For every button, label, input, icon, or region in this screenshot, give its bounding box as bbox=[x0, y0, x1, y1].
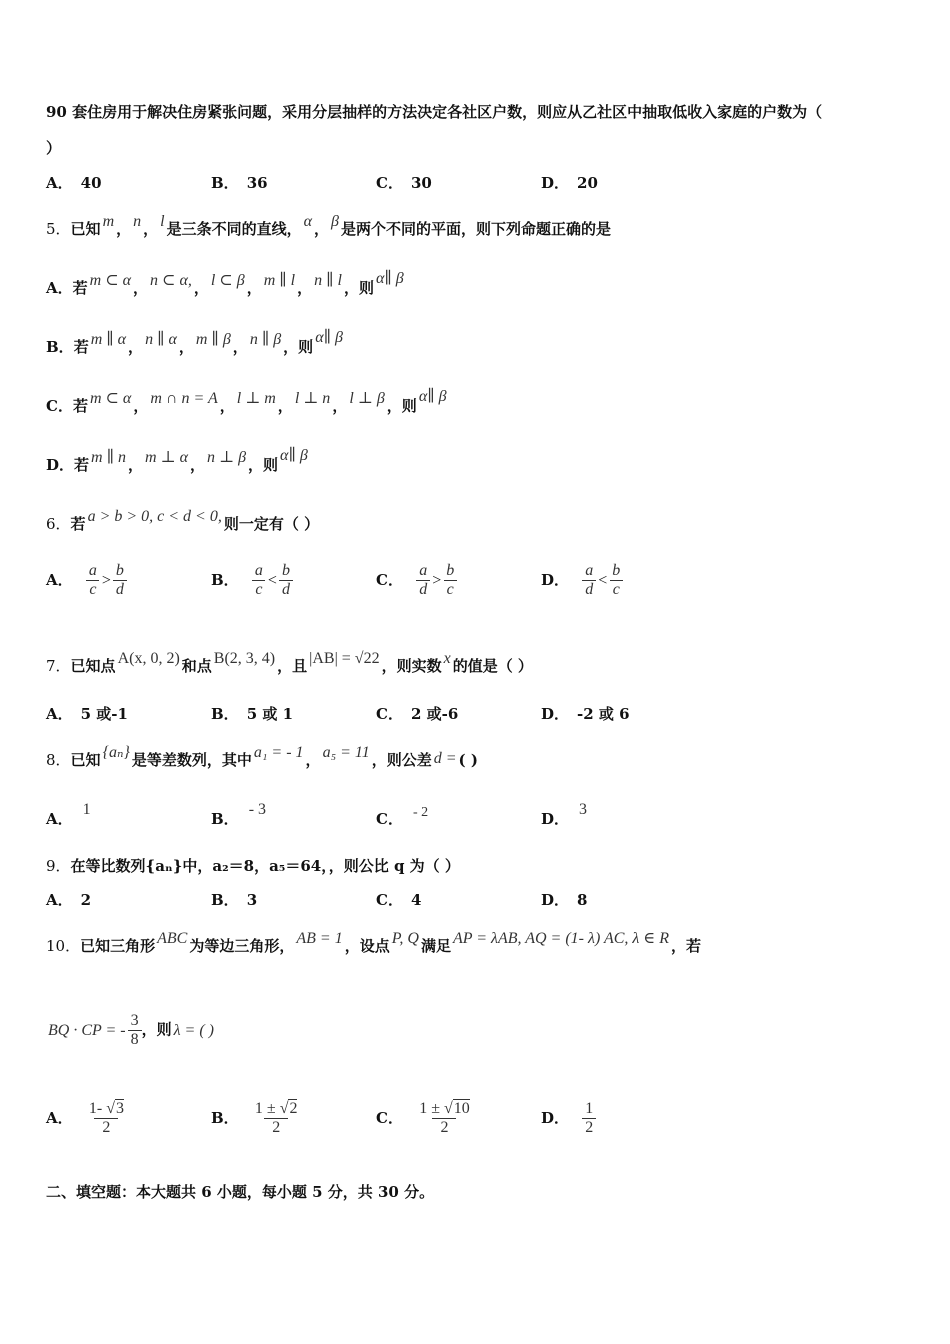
q4-option-d[interactable]: D． 20 bbox=[541, 174, 598, 192]
q9-option-b[interactable]: B． 3 bbox=[211, 891, 258, 909]
q5-option-b[interactable]: B．若 m ∥ α ， n ∥ α ， m ∥ β ， n ∥ β ，则α∥ β bbox=[46, 329, 343, 356]
q4-stem-line2: ） bbox=[46, 139, 62, 157]
q6-option-b[interactable]: B． $\frac{a}{c}$ < $\frac{b}{d}$ bbox=[211, 562, 293, 599]
q7-option-b[interactable]: B． 5 或 1 bbox=[211, 705, 294, 723]
q10-stem-line2: BQ · CP = - $\frac{3}{8}$ ，则 λ = ( ) bbox=[48, 1012, 215, 1048]
q8-stem: 8．已知 {aₙ} 是等差数列，其中 a₁ = - 1 ， a₅ = 11 ，则公差 d = ( ) bbox=[46, 744, 478, 769]
q8-option-d[interactable]: D．3 bbox=[541, 801, 588, 828]
q7-option-d[interactable]: D． -2 或 6 bbox=[541, 705, 630, 723]
q9-option-d[interactable]: D． 8 bbox=[541, 891, 588, 909]
q4-option-b[interactable]: B． 36 bbox=[211, 174, 268, 192]
q5-option-a[interactable]: A．若 m ⊂ α ， n ⊂ α, ， l ⊂ β ， m ∥ l ， n ∥ l ，则α∥ β bbox=[46, 270, 404, 297]
q10-stem-line1: 10．已知三角形 ABC 为等边三角形， AB = 1 ，设点 P, Q 满足 AP = λAB, AQ = (1- λ) AC, λ ∈ R ，若 bbox=[46, 930, 701, 955]
q5-option-c[interactable]: C．若 m ⊂ α ， m ∩ n = A ， l ⊥ m ， l ⊥ n ， l ⊥ β ，则α∥ β bbox=[46, 388, 447, 415]
q10-option-b[interactable]: B． $\frac{1 \pm √2}{2}$ bbox=[211, 1100, 298, 1136]
q9-stem: 9．在等比数列{aₙ}中，a₂＝8，a₅＝64，，则公比 q 为（ ） bbox=[46, 857, 460, 875]
q6-option-c[interactable]: C． $\frac{a}{d}$ > $\frac{b}{c}$ bbox=[376, 562, 457, 599]
q9-option-c[interactable]: C． 4 bbox=[376, 891, 422, 909]
q7-stem: 7．已知点 A(x, 0, 2) 和点 B(2, 3, 4) ，且 |AB| = √22 ，则实数 x 的值是（ ） bbox=[46, 650, 533, 675]
q5-option-d[interactable]: D．若 m ∥ n ， m ⊥ α ， n ⊥ β ，则α∥ β bbox=[46, 447, 308, 474]
q8-option-b[interactable]: B．- 3 bbox=[211, 801, 267, 828]
q10-option-a[interactable]: A． $\frac{1- √3}{2}$ bbox=[46, 1100, 124, 1136]
q7-option-a[interactable]: A． 5 或-1 bbox=[46, 705, 128, 723]
q7-option-c[interactable]: C． 2 或-6 bbox=[376, 705, 459, 723]
q4-option-c[interactable]: C． 30 bbox=[376, 174, 432, 192]
q10-option-d[interactable]: D． $\frac{1}{2}$ bbox=[541, 1100, 596, 1137]
q5-stem: 5．已知 m ， n ， l 是三条不同的直线， α ， β 是两个不同的平面，则下列命题正确的是 bbox=[46, 213, 612, 238]
q10-option-c[interactable]: C． $\frac{1 \pm √10}{2}$ bbox=[376, 1100, 470, 1136]
section-2-heading: 二、填空题：本大题共 6 小题，每小题 5 分，共 30 分。 bbox=[46, 1183, 435, 1201]
q6-stem: 6．若 a > b > 0, c < d < 0, 则一定有（ ） bbox=[46, 508, 320, 533]
q4-option-a[interactable]: A． 40 bbox=[46, 174, 102, 192]
q4-stem-line1: 90 套住房用于解决住房紧张问题，采用分层抽样的方法决定各社区户数，则应从乙社区中抽取低收入家庭的户数为（ bbox=[46, 103, 823, 121]
q8-option-a[interactable]: A．1 bbox=[46, 801, 91, 828]
q6-option-d[interactable]: D． $\frac{a}{d}$ < $\frac{b}{c}$ bbox=[541, 562, 623, 599]
q9-option-a[interactable]: A． 2 bbox=[46, 891, 92, 909]
q8-option-c[interactable]: C． - 2 bbox=[376, 805, 429, 828]
q6-option-a[interactable]: A． $\frac{a}{c}$ > $\frac{b}{d}$ bbox=[46, 562, 127, 599]
